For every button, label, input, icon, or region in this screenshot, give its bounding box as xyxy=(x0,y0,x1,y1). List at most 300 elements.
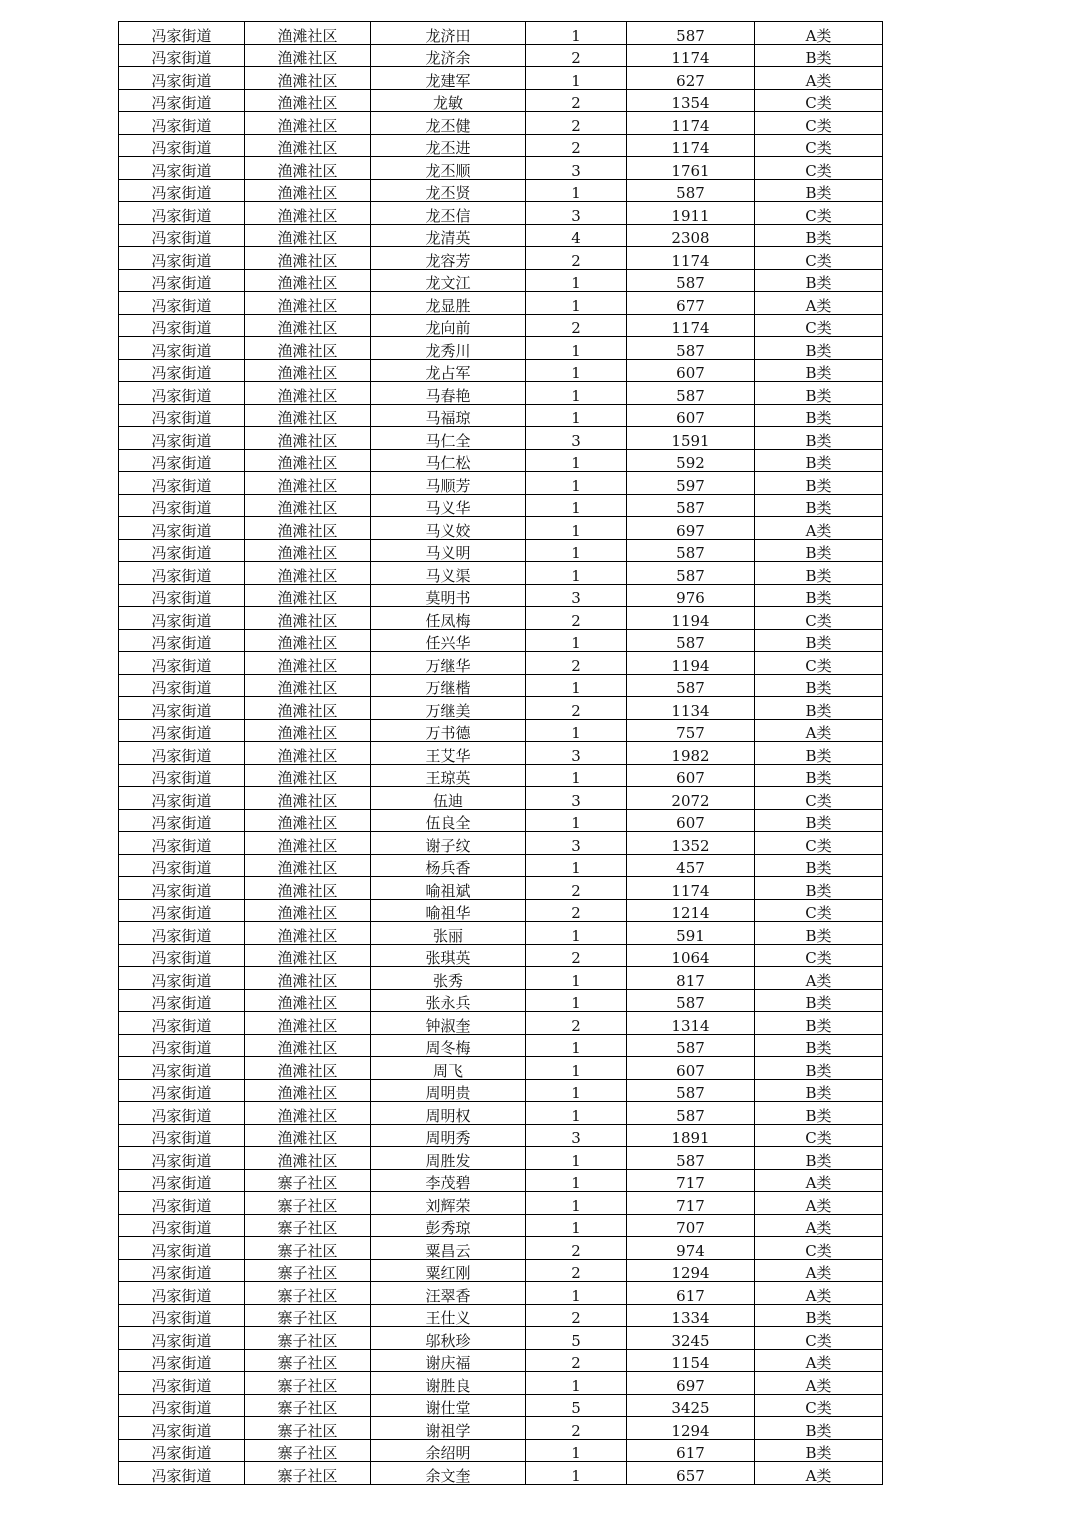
amount-cell: 1174 xyxy=(627,44,755,67)
name-cell: 张丽 xyxy=(371,922,526,945)
amount-cell: 617 xyxy=(627,1282,755,1305)
name-cell: 周明贵 xyxy=(371,1079,526,1102)
community-cell: 渔滩社区 xyxy=(245,224,371,247)
category-cell: B类 xyxy=(755,922,883,945)
household-count-cell: 1 xyxy=(526,404,627,427)
table-row xyxy=(119,674,883,697)
street-cell: 冯家街道 xyxy=(119,1102,245,1125)
name-cell: 马仁全 xyxy=(371,427,526,450)
street-cell: 冯家街道 xyxy=(119,1282,245,1305)
amount-cell: 1174 xyxy=(627,134,755,157)
category-cell: B类 xyxy=(755,44,883,67)
community-cell: 渔滩社区 xyxy=(245,697,371,720)
amount-cell: 607 xyxy=(627,359,755,382)
name-cell: 粟红刚 xyxy=(371,1259,526,1282)
household-count-cell: 2 xyxy=(526,314,627,337)
street-cell: 冯家街道 xyxy=(119,1349,245,1372)
name-cell: 龙丕顺 xyxy=(371,157,526,180)
amount-cell: 2072 xyxy=(627,787,755,810)
community-cell: 寨子社区 xyxy=(245,1417,371,1440)
community-cell: 渔滩社区 xyxy=(245,967,371,990)
amount-cell: 587 xyxy=(627,539,755,562)
community-cell: 渔滩社区 xyxy=(245,89,371,112)
table-row xyxy=(119,1237,883,1260)
category-cell: A类 xyxy=(755,1192,883,1215)
household-count-cell: 1 xyxy=(526,562,627,585)
amount-cell: 607 xyxy=(627,764,755,787)
amount-cell: 1591 xyxy=(627,427,755,450)
community-cell: 渔滩社区 xyxy=(245,1079,371,1102)
community-cell: 渔滩社区 xyxy=(245,809,371,832)
category-cell: B类 xyxy=(755,629,883,652)
street-cell: 冯家街道 xyxy=(119,517,245,540)
amount-cell: 587 xyxy=(627,1102,755,1125)
community-cell: 寨子社区 xyxy=(245,1304,371,1327)
category-cell: C类 xyxy=(755,832,883,855)
household-count-cell: 2 xyxy=(526,607,627,630)
community-cell: 寨子社区 xyxy=(245,1462,371,1485)
street-cell: 冯家街道 xyxy=(119,134,245,157)
household-count-cell: 1 xyxy=(526,1102,627,1125)
name-cell: 龙丕信 xyxy=(371,202,526,225)
table-row xyxy=(119,1304,883,1327)
name-cell: 周胜发 xyxy=(371,1147,526,1170)
street-cell: 冯家街道 xyxy=(119,202,245,225)
name-cell: 龙显胜 xyxy=(371,292,526,315)
street-cell: 冯家街道 xyxy=(119,697,245,720)
household-count-cell: 1 xyxy=(526,854,627,877)
amount-cell: 1982 xyxy=(627,742,755,765)
household-count-cell: 3 xyxy=(526,202,627,225)
name-cell: 张琪英 xyxy=(371,944,526,967)
roster-sheet xyxy=(118,21,883,1485)
table-row xyxy=(119,1462,883,1485)
table-row xyxy=(119,562,883,585)
name-cell: 周飞 xyxy=(371,1057,526,1080)
household-count-cell: 1 xyxy=(526,269,627,292)
community-cell: 渔滩社区 xyxy=(245,989,371,1012)
table-row xyxy=(119,269,883,292)
street-cell: 冯家街道 xyxy=(119,1057,245,1080)
street-cell: 冯家街道 xyxy=(119,967,245,990)
name-cell: 龙容芳 xyxy=(371,247,526,270)
name-cell: 周明秀 xyxy=(371,1124,526,1147)
category-cell: C类 xyxy=(755,112,883,135)
name-cell: 万继华 xyxy=(371,652,526,675)
street-cell: 冯家街道 xyxy=(119,1304,245,1327)
name-cell: 喻祖斌 xyxy=(371,877,526,900)
amount-cell: 627 xyxy=(627,67,755,90)
table-row xyxy=(119,404,883,427)
category-cell: B类 xyxy=(755,742,883,765)
street-cell: 冯家街道 xyxy=(119,652,245,675)
household-count-cell: 2 xyxy=(526,1259,627,1282)
household-count-cell: 1 xyxy=(526,629,627,652)
household-count-cell: 1 xyxy=(526,539,627,562)
table-row xyxy=(119,247,883,270)
community-cell: 渔滩社区 xyxy=(245,247,371,270)
household-count-cell: 3 xyxy=(526,787,627,810)
name-cell: 龙文江 xyxy=(371,269,526,292)
street-cell: 冯家街道 xyxy=(119,359,245,382)
table-row xyxy=(119,134,883,157)
community-cell: 渔滩社区 xyxy=(245,787,371,810)
amount-cell: 607 xyxy=(627,404,755,427)
street-cell: 冯家街道 xyxy=(119,1237,245,1260)
household-count-cell: 2 xyxy=(526,112,627,135)
street-cell: 冯家街道 xyxy=(119,1439,245,1462)
household-count-cell: 1 xyxy=(526,67,627,90)
category-cell: B类 xyxy=(755,1079,883,1102)
community-cell: 渔滩社区 xyxy=(245,764,371,787)
name-cell: 马义姣 xyxy=(371,517,526,540)
household-count-cell: 1 xyxy=(526,1034,627,1057)
amount-cell: 597 xyxy=(627,472,755,495)
community-cell: 渔滩社区 xyxy=(245,134,371,157)
amount-cell: 587 xyxy=(627,179,755,202)
amount-cell: 707 xyxy=(627,1214,755,1237)
household-count-cell: 1 xyxy=(526,809,627,832)
street-cell: 冯家街道 xyxy=(119,899,245,922)
street-cell: 冯家街道 xyxy=(119,539,245,562)
household-count-cell: 2 xyxy=(526,1012,627,1035)
amount-cell: 587 xyxy=(627,1147,755,1170)
amount-cell: 457 xyxy=(627,854,755,877)
table-row xyxy=(119,967,883,990)
table-row xyxy=(119,922,883,945)
community-cell: 渔滩社区 xyxy=(245,607,371,630)
category-cell: C类 xyxy=(755,652,883,675)
name-cell: 余文奎 xyxy=(371,1462,526,1485)
community-cell: 渔滩社区 xyxy=(245,584,371,607)
category-cell: A类 xyxy=(755,517,883,540)
amount-cell: 607 xyxy=(627,1057,755,1080)
category-cell: B类 xyxy=(755,854,883,877)
household-count-cell: 2 xyxy=(526,899,627,922)
community-cell: 寨子社区 xyxy=(245,1327,371,1350)
name-cell: 王艾华 xyxy=(371,742,526,765)
household-count-cell: 1 xyxy=(526,359,627,382)
name-cell: 张永兵 xyxy=(371,989,526,1012)
street-cell: 冯家街道 xyxy=(119,89,245,112)
amount-cell: 607 xyxy=(627,809,755,832)
amount-cell: 697 xyxy=(627,1372,755,1395)
table-row xyxy=(119,67,883,90)
category-cell: B类 xyxy=(755,989,883,1012)
table-row xyxy=(119,1417,883,1440)
community-cell: 渔滩社区 xyxy=(245,382,371,405)
table-row xyxy=(119,719,883,742)
amount-cell: 587 xyxy=(627,269,755,292)
amount-cell: 2308 xyxy=(627,224,755,247)
table-row xyxy=(119,1147,883,1170)
name-cell: 邬秋珍 xyxy=(371,1327,526,1350)
amount-cell: 717 xyxy=(627,1169,755,1192)
household-count-cell: 1 xyxy=(526,1169,627,1192)
category-cell: B类 xyxy=(755,674,883,697)
table-row xyxy=(119,157,883,180)
name-cell: 龙丕健 xyxy=(371,112,526,135)
table-row xyxy=(119,1169,883,1192)
street-cell: 冯家街道 xyxy=(119,449,245,472)
category-cell: C类 xyxy=(755,134,883,157)
household-count-cell: 2 xyxy=(526,1237,627,1260)
street-cell: 冯家街道 xyxy=(119,382,245,405)
household-count-cell: 3 xyxy=(526,1124,627,1147)
amount-cell: 587 xyxy=(627,629,755,652)
amount-cell: 587 xyxy=(627,337,755,360)
community-cell: 渔滩社区 xyxy=(245,292,371,315)
name-cell: 王琼英 xyxy=(371,764,526,787)
amount-cell: 617 xyxy=(627,1439,755,1462)
street-cell: 冯家街道 xyxy=(119,112,245,135)
category-cell: A类 xyxy=(755,1259,883,1282)
household-count-cell: 3 xyxy=(526,742,627,765)
amount-cell: 1314 xyxy=(627,1012,755,1035)
amount-cell: 1194 xyxy=(627,652,755,675)
community-cell: 渔滩社区 xyxy=(245,1034,371,1057)
table-row xyxy=(119,359,883,382)
category-cell: B类 xyxy=(755,1102,883,1125)
name-cell: 万书德 xyxy=(371,719,526,742)
household-count-cell: 1 xyxy=(526,1372,627,1395)
street-cell: 冯家街道 xyxy=(119,989,245,1012)
table-row xyxy=(119,1394,883,1417)
street-cell: 冯家街道 xyxy=(119,1214,245,1237)
household-count-cell: 3 xyxy=(526,157,627,180)
table-row xyxy=(119,1214,883,1237)
amount-cell: 1334 xyxy=(627,1304,755,1327)
table-row xyxy=(119,809,883,832)
table-row xyxy=(119,314,883,337)
category-cell: C类 xyxy=(755,202,883,225)
amount-cell: 1352 xyxy=(627,832,755,855)
category-cell: C类 xyxy=(755,607,883,630)
category-cell: B类 xyxy=(755,809,883,832)
category-cell: A类 xyxy=(755,67,883,90)
community-cell: 渔滩社区 xyxy=(245,742,371,765)
street-cell: 冯家街道 xyxy=(119,787,245,810)
table-row xyxy=(119,1124,883,1147)
street-cell: 冯家街道 xyxy=(119,674,245,697)
table-row xyxy=(119,944,883,967)
table-row xyxy=(119,787,883,810)
street-cell: 冯家街道 xyxy=(119,1147,245,1170)
street-cell: 冯家街道 xyxy=(119,269,245,292)
category-cell: C类 xyxy=(755,314,883,337)
community-cell: 渔滩社区 xyxy=(245,1147,371,1170)
street-cell: 冯家街道 xyxy=(119,1012,245,1035)
household-count-cell: 1 xyxy=(526,179,627,202)
street-cell: 冯家街道 xyxy=(119,1372,245,1395)
name-cell: 任凤梅 xyxy=(371,607,526,630)
community-cell: 渔滩社区 xyxy=(245,674,371,697)
community-cell: 渔滩社区 xyxy=(245,494,371,517)
household-count-cell: 1 xyxy=(526,337,627,360)
street-cell: 冯家街道 xyxy=(119,157,245,180)
amount-cell: 1761 xyxy=(627,157,755,180)
table-row xyxy=(119,179,883,202)
household-count-cell: 1 xyxy=(526,674,627,697)
household-count-cell: 2 xyxy=(526,652,627,675)
amount-cell: 1064 xyxy=(627,944,755,967)
category-cell: B类 xyxy=(755,269,883,292)
name-cell: 喻祖华 xyxy=(371,899,526,922)
category-cell: B类 xyxy=(755,1147,883,1170)
community-cell: 渔滩社区 xyxy=(245,517,371,540)
community-cell: 渔滩社区 xyxy=(245,899,371,922)
table-row xyxy=(119,1259,883,1282)
table-row xyxy=(119,652,883,675)
category-cell: B类 xyxy=(755,224,883,247)
household-count-cell: 1 xyxy=(526,1079,627,1102)
community-cell: 寨子社区 xyxy=(245,1394,371,1417)
category-cell: B类 xyxy=(755,1304,883,1327)
street-cell: 冯家街道 xyxy=(119,1034,245,1057)
name-cell: 汪翠香 xyxy=(371,1282,526,1305)
name-cell: 周冬梅 xyxy=(371,1034,526,1057)
table-row xyxy=(119,224,883,247)
table-row xyxy=(119,112,883,135)
name-cell: 龙丕贤 xyxy=(371,179,526,202)
community-cell: 寨子社区 xyxy=(245,1439,371,1462)
table-row xyxy=(119,1012,883,1035)
street-cell: 冯家街道 xyxy=(119,832,245,855)
category-cell: A类 xyxy=(755,1349,883,1372)
community-cell: 寨子社区 xyxy=(245,1237,371,1260)
community-cell: 渔滩社区 xyxy=(245,629,371,652)
household-count-cell: 1 xyxy=(526,922,627,945)
name-cell: 龙秀川 xyxy=(371,337,526,360)
category-cell: C类 xyxy=(755,944,883,967)
community-cell: 渔滩社区 xyxy=(245,877,371,900)
amount-cell: 1174 xyxy=(627,112,755,135)
category-cell: A类 xyxy=(755,1462,883,1485)
amount-cell: 1214 xyxy=(627,899,755,922)
community-cell: 渔滩社区 xyxy=(245,539,371,562)
street-cell: 冯家街道 xyxy=(119,1079,245,1102)
household-count-cell: 1 xyxy=(526,22,627,45)
table-row xyxy=(119,517,883,540)
street-cell: 冯家街道 xyxy=(119,472,245,495)
household-count-cell: 1 xyxy=(526,382,627,405)
name-cell: 马仁松 xyxy=(371,449,526,472)
household-count-cell: 1 xyxy=(526,1057,627,1080)
amount-cell: 1174 xyxy=(627,877,755,900)
category-cell: C类 xyxy=(755,1124,883,1147)
household-count-cell: 2 xyxy=(526,134,627,157)
table-row xyxy=(119,1327,883,1350)
street-cell: 冯家街道 xyxy=(119,247,245,270)
table-row xyxy=(119,1102,883,1125)
name-cell: 周明权 xyxy=(371,1102,526,1125)
street-cell: 冯家街道 xyxy=(119,1327,245,1350)
street-cell: 冯家街道 xyxy=(119,67,245,90)
name-cell: 谢祖学 xyxy=(371,1417,526,1440)
category-cell: B类 xyxy=(755,562,883,585)
name-cell: 李茂碧 xyxy=(371,1169,526,1192)
name-cell: 马福琼 xyxy=(371,404,526,427)
amount-cell: 677 xyxy=(627,292,755,315)
community-cell: 寨子社区 xyxy=(245,1282,371,1305)
community-cell: 渔滩社区 xyxy=(245,1057,371,1080)
community-cell: 渔滩社区 xyxy=(245,1124,371,1147)
name-cell: 钟淑奎 xyxy=(371,1012,526,1035)
name-cell: 伍迪 xyxy=(371,787,526,810)
street-cell: 冯家街道 xyxy=(119,179,245,202)
table-row xyxy=(119,899,883,922)
table-row xyxy=(119,584,883,607)
category-cell: B类 xyxy=(755,584,883,607)
category-cell: A类 xyxy=(755,1282,883,1305)
name-cell: 龙丕进 xyxy=(371,134,526,157)
household-count-cell: 2 xyxy=(526,247,627,270)
community-cell: 渔滩社区 xyxy=(245,44,371,67)
name-cell: 刘辉荣 xyxy=(371,1192,526,1215)
household-count-cell: 3 xyxy=(526,427,627,450)
household-count-cell: 1 xyxy=(526,1439,627,1462)
community-cell: 寨子社区 xyxy=(245,1349,371,1372)
table-row xyxy=(119,22,883,45)
amount-cell: 1354 xyxy=(627,89,755,112)
amount-cell: 1154 xyxy=(627,1349,755,1372)
table-row xyxy=(119,89,883,112)
community-cell: 渔滩社区 xyxy=(245,719,371,742)
amount-cell: 3245 xyxy=(627,1327,755,1350)
amount-cell: 1891 xyxy=(627,1124,755,1147)
table-row xyxy=(119,382,883,405)
household-count-cell: 2 xyxy=(526,1417,627,1440)
category-cell: A类 xyxy=(755,22,883,45)
amount-cell: 587 xyxy=(627,494,755,517)
community-cell: 渔滩社区 xyxy=(245,944,371,967)
name-cell: 莫明书 xyxy=(371,584,526,607)
category-cell: C类 xyxy=(755,899,883,922)
name-cell: 龙占军 xyxy=(371,359,526,382)
amount-cell: 1134 xyxy=(627,697,755,720)
category-cell: B类 xyxy=(755,359,883,382)
name-cell: 任兴华 xyxy=(371,629,526,652)
amount-cell: 697 xyxy=(627,517,755,540)
amount-cell: 657 xyxy=(627,1462,755,1485)
amount-cell: 974 xyxy=(627,1237,755,1260)
community-cell: 渔滩社区 xyxy=(245,314,371,337)
street-cell: 冯家街道 xyxy=(119,629,245,652)
table-row xyxy=(119,607,883,630)
name-cell: 马顺芳 xyxy=(371,472,526,495)
household-count-cell: 1 xyxy=(526,764,627,787)
name-cell: 余绍明 xyxy=(371,1439,526,1462)
street-cell: 冯家街道 xyxy=(119,1124,245,1147)
table-row xyxy=(119,877,883,900)
amount-cell: 1294 xyxy=(627,1259,755,1282)
category-cell: B类 xyxy=(755,764,883,787)
category-cell: A类 xyxy=(755,1214,883,1237)
street-cell: 冯家街道 xyxy=(119,44,245,67)
community-cell: 寨子社区 xyxy=(245,1259,371,1282)
name-cell: 伍良全 xyxy=(371,809,526,832)
category-cell: C类 xyxy=(755,1394,883,1417)
name-cell: 张秀 xyxy=(371,967,526,990)
category-cell: B类 xyxy=(755,382,883,405)
table-row xyxy=(119,1349,883,1372)
name-cell: 马春艳 xyxy=(371,382,526,405)
category-cell: B类 xyxy=(755,494,883,517)
household-count-cell: 2 xyxy=(526,944,627,967)
community-cell: 渔滩社区 xyxy=(245,562,371,585)
street-cell: 冯家街道 xyxy=(119,922,245,945)
name-cell: 王仕义 xyxy=(371,1304,526,1327)
